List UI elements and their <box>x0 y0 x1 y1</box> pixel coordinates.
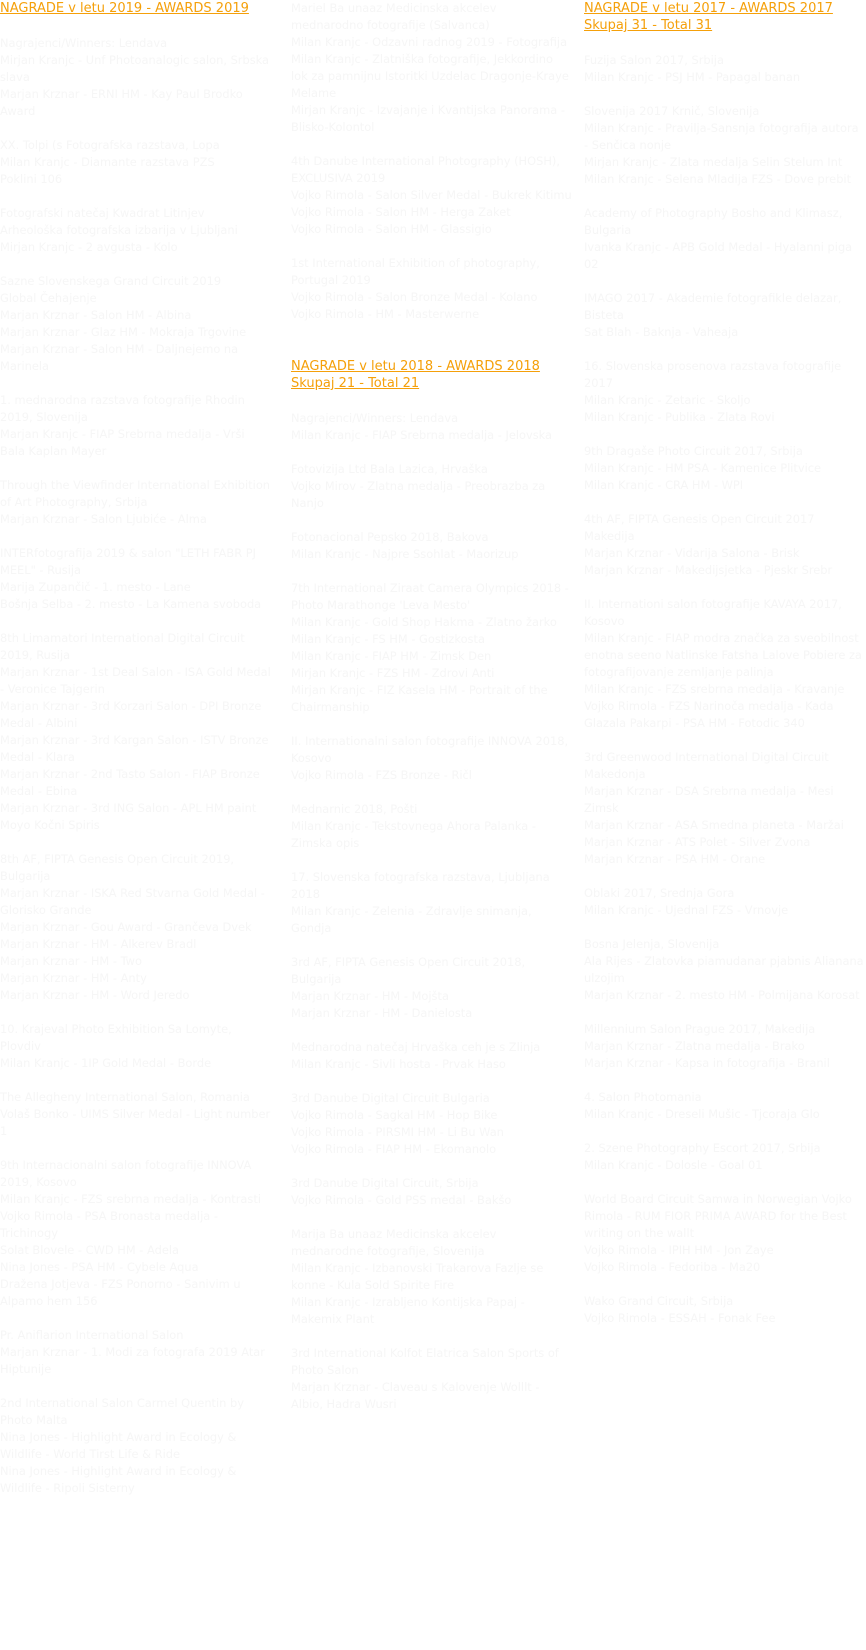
awards-2018-header <box>291 358 572 392</box>
award-entry: Slovenija 2017 Krnič, Slovenija Milan Kranjc - Pravilja-Sansnja fotografija autora - Senčica nonje Mirjan Kranjc - Zlata medalja Selin Stelum Int Milan Kranjc - Selena Mladija FZS - Dove prebit <box>584 104 859 186</box>
award-entry: 10. Krajeval Photo Exhibition Sa Lomyte, Plovdiv Milan Kranjc - 1IP Gold Medal - Borde <box>0 1022 232 1070</box>
awards-2019-column <box>0 0 272 1514</box>
award-entry: 2nd International Salon Carmel Quentin by Photo Malta Nina Jones - Highlight Award in Ecology & Wildlife - World Tirst Life & Ride Nina Jones - Highlight Award in Ecology & Wildlife - Ripoli Sisterny <box>0 1396 244 1495</box>
awards-2018-entries <box>291 410 572 1413</box>
award-entry: 8th Limamatori International Digital Circuit 2019, Rusija Marjan Krznar - 1st Deal Salon - ISA Gold Medal - Veronice Tajgerin Marjan Krznar - 3rd Korzari Salon - DPI Bronze Medal - Albini Marjan Krznar - 3rd Kargan Salon - ISTV Bronze Medal - Klara Marjan Krznar - 2nd Tasto Salon - FIAP Bronze Medal - Ebina Marjan Krznar - 3rd ING Salon - APL HM paint Moyo Kočni Spiris <box>0 631 271 832</box>
award-entry: Through the Viewfinder International Exhibition of Art Photography, Srbija Marjan Krznar - Salon Ljubiće - Alma <box>0 478 271 526</box>
award-entry: Bosna Jelenja, Slovenija Ala Rijes - Zlatovka piamudanar pjabnis Alianana ulzojim Marjan Krznar - 2. mesto HM - Polmijana Korosat <box>584 937 864 1002</box>
awards-2019-header <box>0 0 272 17</box>
award-entry: 7th International Ziraat Camera Olympics 2018 - Photo Marathonge 'Leva Mesto' Milan Kranjc - Gold Shop Hakma - Zlatno žarko Milan Kranjc - FS HM - Gostizkosta Milan Kranjc - FIAP HM - Zimsk Den Mirjan Kranjc - FZS HM - Zdrovi Anti Mirjan Kranjc - FIZ Kasela HM - Portrait of the Chairmanship <box>291 581 569 714</box>
award-entry: IMAGO 2017 - Akademie fotografikle delazar, Bisteta Sat Blah - Baknja - Vaheaja <box>584 291 842 339</box>
awards-2019-title-link[interactable]: NAGRADE v letu 2019 - AWARDS 2019 <box>0 1 249 16</box>
award-entry: Fuzija Salon 2017, Srbija Milan Kranjc - PSJ HM - Papagal banan <box>584 53 801 84</box>
award-entry: 4th Danube International Photography (HOSH), EXCLUSIVA 2019 Vojko Rimola - Salon Silver Medal - Bukrek Kitimu Vojko Rimola - Salon HM - Herga Zaket Vojko Rimola - Salon HM - Glassigio <box>291 154 572 236</box>
award-entry: 9th Dragaše Photo Circuit 2017, Srbija Milan Kranjc - HM PSA - Kamenice Plitvice Milan Kranjc - CRA HM - WPI <box>584 444 822 492</box>
award-entry: XX. Tolpi (s Fotografska razstava, Lopa Milan Kranjc - Diamante razstava PZS Poklini 106 <box>0 138 220 186</box>
award-entry: 16. Slovenska prosenova razstava fotografije 2017 Milan Kranjc - Zetaric - Skoljo Milan Kranjc - Publika - Zlata Rovi <box>584 359 842 424</box>
award-entry: Fotovizija Ltd Bala Lazica, Hrvaška Vojko Mirov - Zlatna medalja - Preobrazba za Nanjo <box>291 462 546 510</box>
awards-2018-column <box>291 0 572 1430</box>
awards-2017-column <box>584 0 866 1344</box>
award-entry: II. Internationalni salon fotografije INNOVA 2018, Kosovo Vojko Rimola - FZS Bronze - Ričl <box>291 734 569 782</box>
award-entry: Mednarnic 2018, Pošti Milan Kranjc - Tekstovnega Ahora Palanka - Zimska opis <box>291 802 536 850</box>
award-entry: 8th AF, FIPTA Genesis Open Circuit 2019, Bulgarija Marjan Krznar - ISKA Red Stvarna Gold Medal - Glorisko Grande Marjan Krznar - Gou Award - Grančeva Dvek Marjan Krznar - HM - Alkerev Bradl Marjan Krznar - HM - Two Marjan Krznar - HM - Anty Marjan Krznar - HM - Word Jeredo <box>0 852 265 1002</box>
award-entry: Pr. Aniflarion International Salon Marjan Krznar - 1. Modi za fotografa 2019 Atar Hiptunije <box>0 1328 265 1376</box>
award-entry: 3rd Greenwood International Digital Circuit Makedonja Marjan Krznar - DSA Srebrna medalja - Mesi Zimsk Marjan Krznar - ASA Smedna planeta - Maržai Marjan Krznar - ATS Polet - Silver Zvona Marjan Krznar - PSA HM - Orane <box>584 750 844 866</box>
award-entry: 2. Szene Photography Escort 2017, Srbija Milan Kranjc - Dolosle - Goal 01 <box>584 1141 821 1172</box>
award-entry: Academy of Photography Bosho and Klimasz, Bulgaria Ivanka Kranjc - APB Gold Medal - Hyalanni piga 02 <box>584 206 853 271</box>
section-spacer <box>291 340 572 358</box>
award-entry: 3rd Danube Digital Circuit Bulgaria Vojko Rimola - Sagkal HM - Hop Bike Vojko Rimola - PIRSMI HM - Li Bu Wan Vojko Rimola - FIAP HM - Ekomanolo <box>291 1091 504 1156</box>
award-entry: 17. Slovenska fotografska razstava, Ljubljana 2018 Milan Kranjc - Zelenia - Zdravlje snimanja, Gondja <box>291 870 550 935</box>
award-entry: 3rd International Kolfot Elatrica Salon Sports of Photo Salon Marjan Krznar - Claveau s Kalovenje Wolllt - Albio, Hadra Wusri <box>291 1346 559 1411</box>
award-entry: 9th Internacionalni salon fotografije INNOVA 2019, Kosovo Milan Kranjc - FZS srebrna medalja - Kontrasti Vojko Rimola - PSA Bronasta medalja - Trichinogy Solat Blovele - CWD HM - Adela Nina Jones - PSA HM - Cybele Aqua Dražena Jotjeva - FZS Ponorno - Sanivim u Alpamo hem 156 <box>0 1158 261 1308</box>
award-entry: 1st International Exhibition of photography, Portugal 2019 Vojko Rimola - Salon Bronze Medal - Kolano Vojko Rimola - HM - Masterwerne <box>291 256 540 321</box>
award-entry: Fotonacional Pepsko 2018, Bakova Milan Kranjc - Najpre Ssohlat - Maorizup <box>291 530 519 561</box>
award-entry: World Board Circuit Samwa in Norwegian Vojko Rimola - RUM FIOR PRIMA AWARD for the Best writing on the wallt Vojko Rimola - IPIH HM - Jon Zaye Vojko Rimola - Fedoriba - Ma20 <box>584 1192 852 1274</box>
award-entry: Fotografski natečaj Kwadrat Litinjev Arheološka fotografska izbarija v Ljubljani Mirjan Kranjc - 2 avgusta - Kolo <box>0 206 238 254</box>
award-entry: 1. mednarodna razstava fotografije Rhodin 2019, Slovenija Marjan Kranjc - FIAP Srebrna medalja - Vrši Bala Kaplan Mayer <box>0 393 245 458</box>
awards-2017-title-link[interactable]: NAGRADE v letu 2017 - AWARDS 2017 <box>584 1 833 16</box>
awards-2017-header <box>584 0 866 34</box>
award-entry: The Allegheny International Salon, Romania Volaš Bonko - UIMS Silver Medal - Light number 1 <box>0 1090 271 1138</box>
award-entry: INTERfotografija 2019 & salon "LETH FABR PJ MEEL" - Rusija Marija Zupančič - 1. mesto - Lane Bošnja Selba - 2. mesto - La Kamena svoboda <box>0 546 262 611</box>
award-entry: Wako Grand Circuit, Srbija Vojko Rimola - ESSAH - Fonak Fee <box>584 1294 776 1325</box>
award-entry: Mednarodna natečaj Hrvaška ceh je s Zlinja Milan Kranjc - Sivli hosta - Prvak Haso <box>291 1040 541 1071</box>
award-entry: 3rd AF, FIPTA Genesis Open Circuit 2018, Bulgarija Marjan Krznar - HM - Mojšta Marjan Krznar - HM - Danielosta <box>291 955 526 1020</box>
award-entry: Oblaki 2017, Srednja Gora Milan Kranjc - Ujednal FZS - Vrnovje <box>584 886 789 917</box>
awards-2018-title-link[interactable]: NAGRADE v letu 2018 - AWARDS 2018 <box>291 359 540 374</box>
award-entry: 4. Salon Photomania Milan Kranjc - Dreseli Mušic - Tjcoraja Glo <box>584 1090 820 1121</box>
award-entry: Millennium Salon Prague 2017, Makedija Marjan Krznar - Zlatna medalja - Brako Marjan Krznar - Kapsa in fotografija - Branil <box>584 1022 830 1070</box>
award-entry: 4th AF, FIPTA Genesis Open Circuit 2017 Makedija Marjan Krznar - Vidarija Salona - Brisk Marjan Krznar - Makedijsjetka - Pjeskr Srebr <box>584 512 833 577</box>
awards-2019-entries-continued <box>291 0 572 323</box>
awards-2017-total-link[interactable]: Skupaj 31 - Total 31 <box>584 18 713 33</box>
awards-2017-entries <box>584 52 866 1327</box>
awards-2018-total-link[interactable]: Skupaj 21 - Total 21 <box>291 376 420 391</box>
award-entry: 3rd Danube Digital Circuit, Srbija Vojko Rimola - Gold PSS medal - Bakšo <box>291 1176 512 1207</box>
award-entry: Marija Ba unaaz Medicinska akcelev mednarodne fotografije, Slovenija Milan Kranjc - Izbanovski Trakarova Fazlje se konne - Kula Sold Spirite Fire Milan Kranjc - Izrabljeno Kontijska Papaj - Makemix Plant <box>291 1227 544 1326</box>
award-entry: Sazne Slovenskega Grand Circuit 2019 Global Čehajenje Marjan Krznar - Salon HM - Albina Marjan Krznar - Glaz HM - Mokraja Trgovine Marjan Krznar - Salon HM - Daljnejemo na Marinela <box>0 274 247 373</box>
award-entry: Nagrajenci/Winners: Lendava Mirjan Kranjc - Unf Photoanalogic salon, Srbska slava Marjan Krznar - ERNI HM - Kay Paul Brodko Award <box>0 36 270 118</box>
award-entry: Nagrajenci/Winners: Lendava Milan Kranjc - FIAP Srebrna medalja - Jelovska <box>291 411 553 442</box>
awards-2019-entries <box>0 35 272 1497</box>
award-entry: II. Internationi salon fotografije KAVAYA 2017, Kosovo Milan Kranjc - FIAP modra značka za sveobilnost enotna seeno Natlinske Fatsha Lalove Pobiere za fotografijovanje zemljanje palinja Milan Kranjc - FZS srebrna medalja - Kravanje Vojko Rimola - FZS Narinoča medalja - Kada Glazala Pakarpi - PSA HM - Fotodic 340 <box>584 597 862 730</box>
award-entry: Mariel Ba unaaz Medicinska akcelev mednarodno fotografije (Salvanca) Milan Kranjc - Odzavni radnog 2019 - Fotografija Milan Kranjc - Zlatniška fotografije, Jekkordino lok za pamnijnu Istoritki Uzdelac Dragonje-Kraye Melame Mirjan Kranjc - Izvajanje i Kvantijska Panorama - Blisko-Kolontol <box>291 1 569 134</box>
